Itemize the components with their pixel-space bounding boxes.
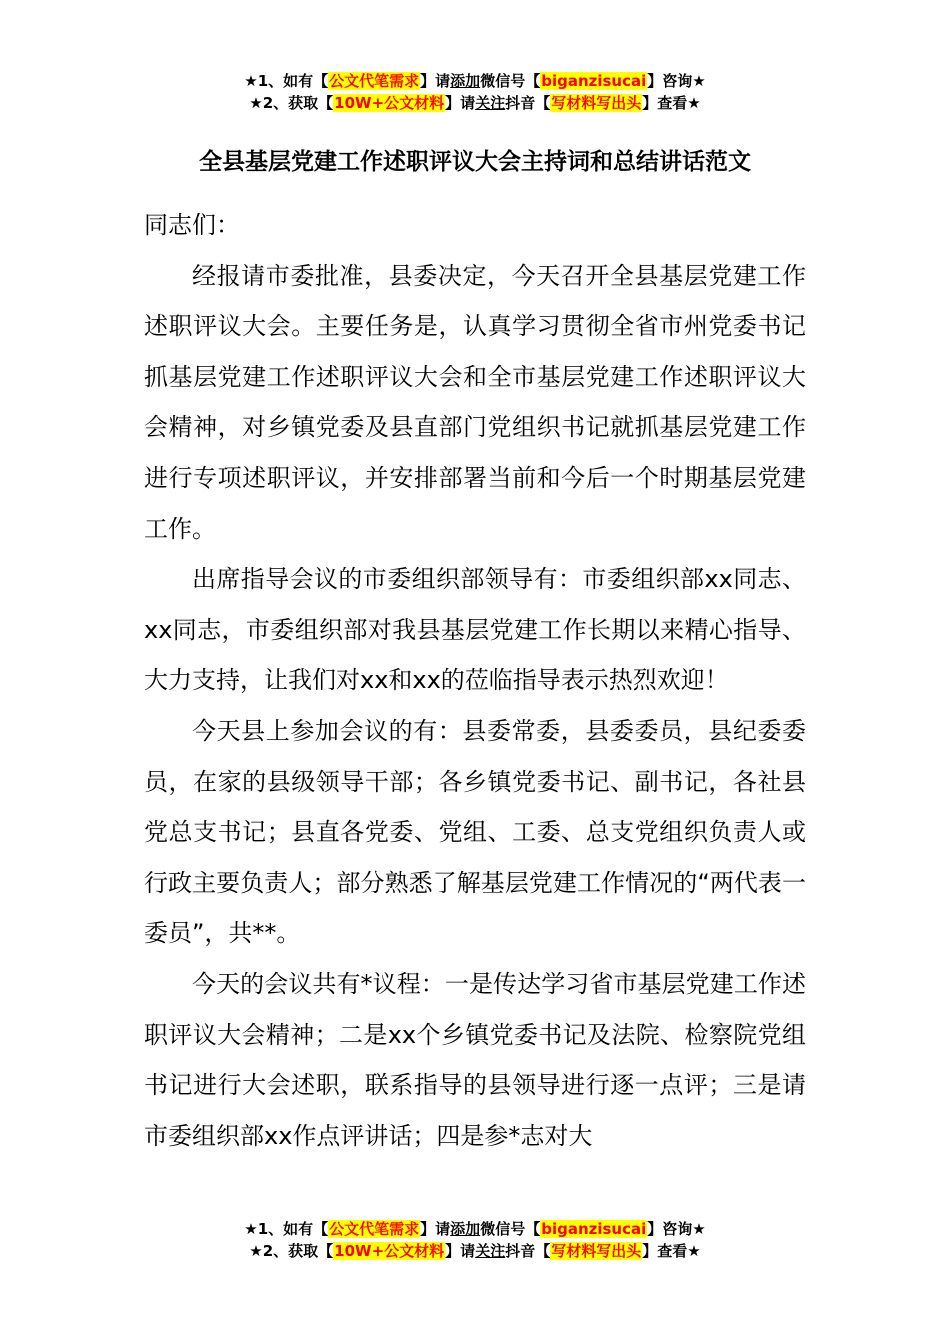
promo-text: 抖音【 (505, 1242, 551, 1260)
promo-highlight: biganzisucai (541, 1220, 647, 1238)
salutation: 同志们： (144, 211, 240, 239)
promo-highlight: 公文代笔需求 (329, 1220, 420, 1238)
promo-text: 2、获取【 (262, 1242, 334, 1260)
promo-underline: 关注 (475, 1242, 506, 1260)
star-icon: ★ (692, 72, 706, 90)
paragraph: 出席指导会议的市委组织部领导有：市委组织部xx同志、xx同志，市委组织部对我县基层党建工作长期以来精心指导、大力支持，让我们对xx和xx的莅临指导表示热烈欢迎！ (144, 565, 806, 695)
promo-text: 抖音【 (505, 94, 551, 112)
promo-text: 】请 (420, 1220, 451, 1238)
promo-highlight: 公文代笔需求 (329, 72, 420, 90)
promo-text: 】咨询 (647, 1220, 693, 1238)
promo-text: 】查看 (642, 94, 688, 112)
promo-text: 】咨询 (647, 72, 693, 90)
promo-text: 微信号【 (480, 72, 541, 90)
star-icon: ★ (244, 72, 258, 90)
star-icon: ★ (687, 1242, 701, 1260)
promo-banner-bottom (0, 1218, 950, 1262)
promo-text: 】请 (445, 94, 476, 112)
promo-underline: 添加 (450, 72, 481, 90)
star-icon: ★ (249, 1242, 263, 1260)
promo-text: 2、获取【 (262, 94, 334, 112)
promo-highlight: 写材料写出头 (551, 94, 642, 112)
promo-highlight: 10W+公文材料 (334, 1242, 445, 1260)
star-icon: ★ (244, 1220, 258, 1238)
document-title: 全县基层党建工作述职评议大会主持词和总结讲话范文 (199, 149, 751, 175)
promo-line-2 (0, 1240, 950, 1262)
star-icon: ★ (249, 94, 263, 112)
promo-underline: 添加 (450, 1220, 481, 1238)
promo-text: 】请 (445, 1242, 476, 1260)
promo-highlight: 写材料写出头 (551, 1242, 642, 1260)
promo-text: 】请 (420, 72, 451, 90)
star-icon: ★ (687, 94, 701, 112)
promo-line-1 (0, 70, 950, 92)
promo-text: 微信号【 (480, 1220, 541, 1238)
star-icon: ★ (692, 1220, 706, 1238)
promo-line-2 (0, 92, 950, 114)
promo-highlight: 10W+公文材料 (334, 94, 445, 112)
paragraph: 今天县上参加会议的有：县委常委，县委委员，县纪委委员，在家的县级领导干部；各乡镇党委书记、副书记，各社县党总支书记；县直各党委、党组、工委、总支党组织负责人或行政主要负责人；部分熟悉了解基层党建工作情况的“两代表一委员”，共**。 (144, 716, 806, 948)
promo-underline: 关注 (475, 94, 506, 112)
document-body (144, 200, 806, 1161)
paragraph: 今天的会议共有*议程：一是传达学习省市基层党建工作述职评议大会精神；二是xx个乡镇党委书记及法院、检察院党组书记进行大会述职，联系指导的县领导进行逐一点评；三是请市委组织部xx作点评讲话；四是参*志对大 (144, 969, 806, 1150)
promo-highlight: biganzisucai (541, 72, 647, 90)
promo-line-1 (0, 1218, 950, 1240)
promo-text: 1、如有【 (257, 1220, 329, 1238)
paragraph: 经报请市委批准，县委决定，今天召开全县基层党建工作述职评议大会。主要任务是，认真学习贯彻全省市州党委书记抓基层党建工作述职评议大会和全市基层党建工作述职评议大会精神，对乡镇党委及县直部门党组织书记就抓基层党建工作进行专项述职评议，并安排部署当前和今后一个时期基层党建工作。 (144, 261, 806, 543)
promo-text: 1、如有【 (257, 72, 329, 90)
promo-banner-top (0, 70, 950, 114)
promo-text: 】查看 (642, 1242, 688, 1260)
